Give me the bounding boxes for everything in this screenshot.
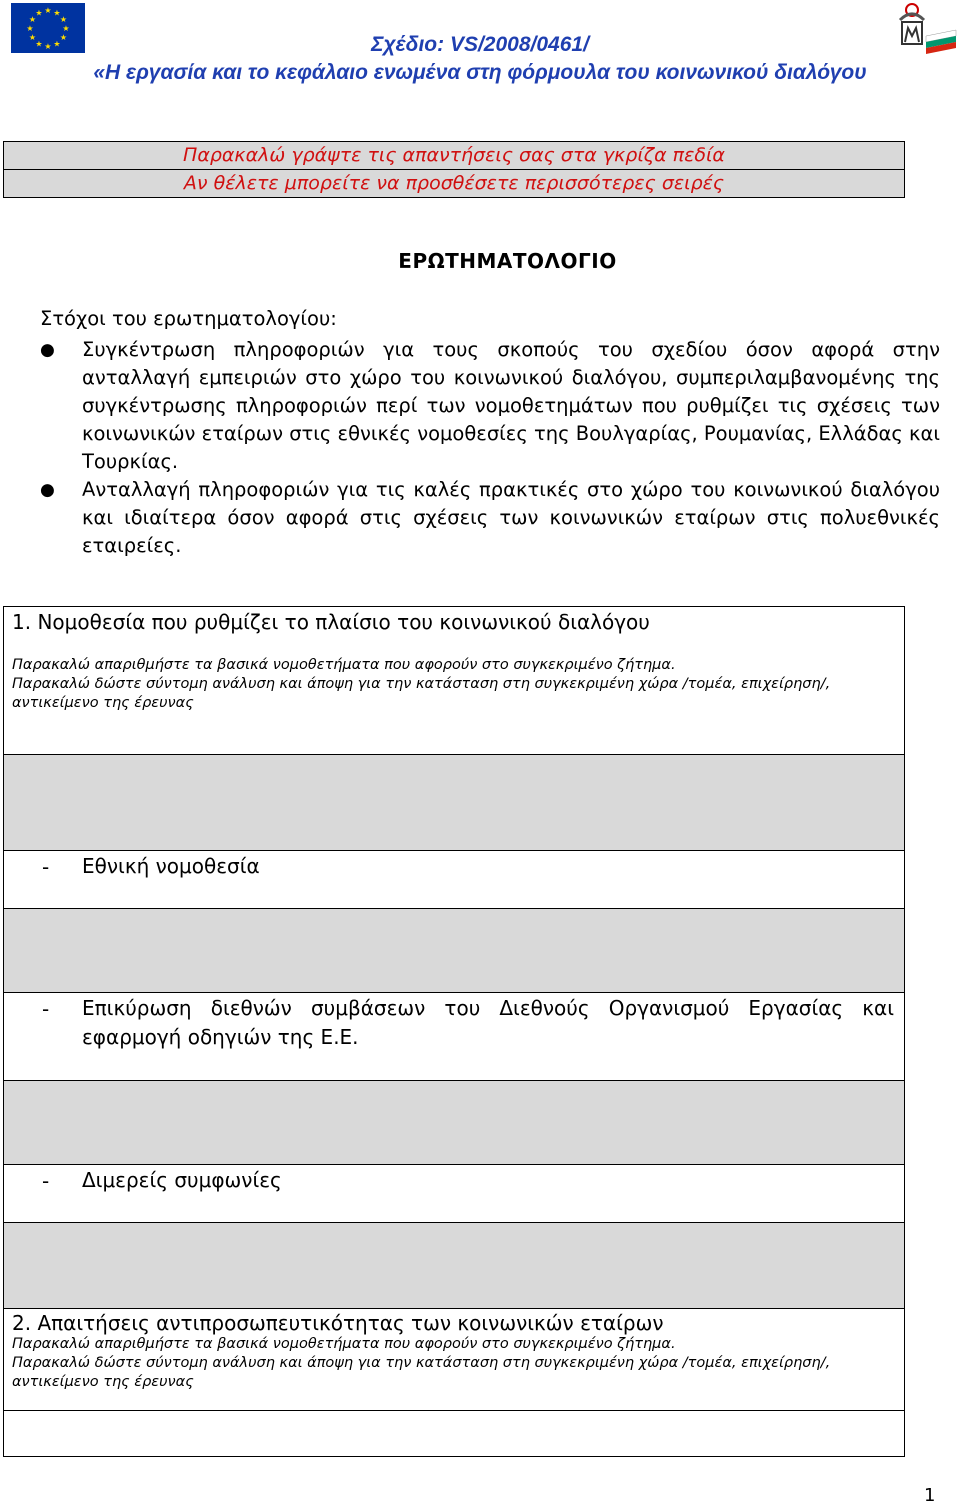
section-2-header <box>3 1308 905 1411</box>
svg-text:★: ★ <box>28 33 37 42</box>
subsection-label: Διμερείς συμφωνίες <box>82 1168 282 1192</box>
section-1-note-1: Παρακαλώ απαριθμήστε τα βασικά νομοθετήματα που αφορούν στο συγκεκριμένο ζήτημα. <box>12 657 676 673</box>
goal-text: Ανταλλαγή πληροφοριών για τις καλές πρακτικές στο χώρο του κοινωνικού διαλόγου και ιδιαίτερα όσον αφορά στις σχέσεις των κοινωνικών εταίρων στις πολυεθνικές εταιρείες. <box>82 478 940 557</box>
svg-text:★: ★ <box>44 42 52 51</box>
subsection-label: Επικύρωση διεθνών συμβάσεων του Διεθνούς Οργανισμού Εργασίας και εφαρμογή οδηγιών της Ε.Ε. <box>82 996 894 1049</box>
svg-text:★: ★ <box>28 15 37 24</box>
subsection-ilo-conventions: - Επικύρωση διεθνών συμβάσεων του Διεθνούς Οργανισμού Εργασίας και εφαρμογή οδηγιών της Ε.Ε. <box>3 992 905 1081</box>
instructions-notice <box>3 141 905 198</box>
svg-text:★: ★ <box>59 15 68 24</box>
notice-line-2: Αν θέλετε μπορείτε να προσθέσετε περισσότερες σειρές <box>4 169 904 197</box>
svg-text:★: ★ <box>59 33 68 42</box>
section-1-header <box>3 606 905 755</box>
subsection-label: Εθνική νομοθεσία <box>82 854 260 878</box>
bullet-icon: ● <box>40 340 55 360</box>
answer-field-national-law[interactable] <box>3 908 905 993</box>
section-1-title: 1. Νομοθεσία που ρυθμίζει το πλαίσιο του κοινωνικού διαλόγου <box>12 610 650 634</box>
goals-list-item <box>40 336 940 476</box>
subsection-bilateral-agreements: - Διμερείς συμφωνίες <box>3 1164 905 1223</box>
project-title: «Η εργασία και το κεφάλαιο ενωμένα στη φόρμουλα του κοινωνικού διαλόγου <box>93 61 867 84</box>
subsection-national-law: - Εθνική νομοθεσία <box>3 850 905 909</box>
svg-text:★: ★ <box>62 24 70 33</box>
answer-field-section-2[interactable] <box>3 1410 905 1457</box>
goals-list <box>40 336 940 560</box>
answer-field-bilateral-agreements[interactable] <box>3 1222 905 1309</box>
svg-text:★: ★ <box>35 8 43 18</box>
section-1-note-2: Παρακαλώ δώστε σύντομη ανάλυση και άποψη για την κατάσταση στη συγκεκριμένη χώρα /τομέα, επιχείρηση/, αντικείμενο της έρευνας <box>12 676 831 711</box>
answer-field-general[interactable] <box>3 754 905 851</box>
svg-text:★: ★ <box>53 39 61 49</box>
svg-text:★: ★ <box>44 6 52 15</box>
svg-text:★: ★ <box>53 8 61 18</box>
bullet-icon: ● <box>40 480 55 500</box>
goals-label: Στόχοι του ερωτηματολογίου: <box>40 307 337 330</box>
goals-list-item <box>40 476 940 560</box>
page-number: 1 <box>924 1485 936 1506</box>
section-2-note-1: Παρακαλώ απαριθμήστε τα βασικά νομοθετήματα που αφορούν στο συγκεκριμένο ζήτημα. <box>12 1336 676 1352</box>
project-code: Σχέδιο: VS/2008/0461/ <box>371 33 589 56</box>
svg-text:★: ★ <box>35 39 43 49</box>
page-heading: ΕΡΩΤΗΜΑΤΟΛΟΓΙΟ <box>398 249 617 273</box>
section-2-note-2: Παρακαλώ δώστε σύντομη ανάλυση και άποψη για την κατάσταση στη συγκεκριμένη χώρα /τομέα, επιχείρηση/, αντικείμενο της έρευνας <box>12 1355 831 1390</box>
notice-line-1: Παρακαλώ γράψτε τις απαντήσεις σας στα γκρίζα πεδία <box>4 142 904 169</box>
svg-text:★: ★ <box>26 24 34 33</box>
goal-text: Συγκέντρωση πληροφοριών για τους σκοπούς του σχεδίου όσον αφορά στην ανταλλαγή εμπειριών στο χώρο του κοινωνικού διαλόγου, συμπεριλαμβανομένης της συγκέντρωσης πληροφοριών περί των νομοθετημάτων που ρυθμίζει τις σχέσεις των κοινωνικών εταίρων στις εθνικές νομοθεσίες της Βουλγαρίας, Ρουμανίας, Ελλάδας και Τουρκίας. <box>82 338 940 473</box>
answer-field-ilo-conventions[interactable] <box>3 1080 905 1165</box>
section-2-title: 2. Απαιτήσεις αντιπροσωπευτικότητας των κοινωνικών εταίρων <box>12 1311 664 1335</box>
